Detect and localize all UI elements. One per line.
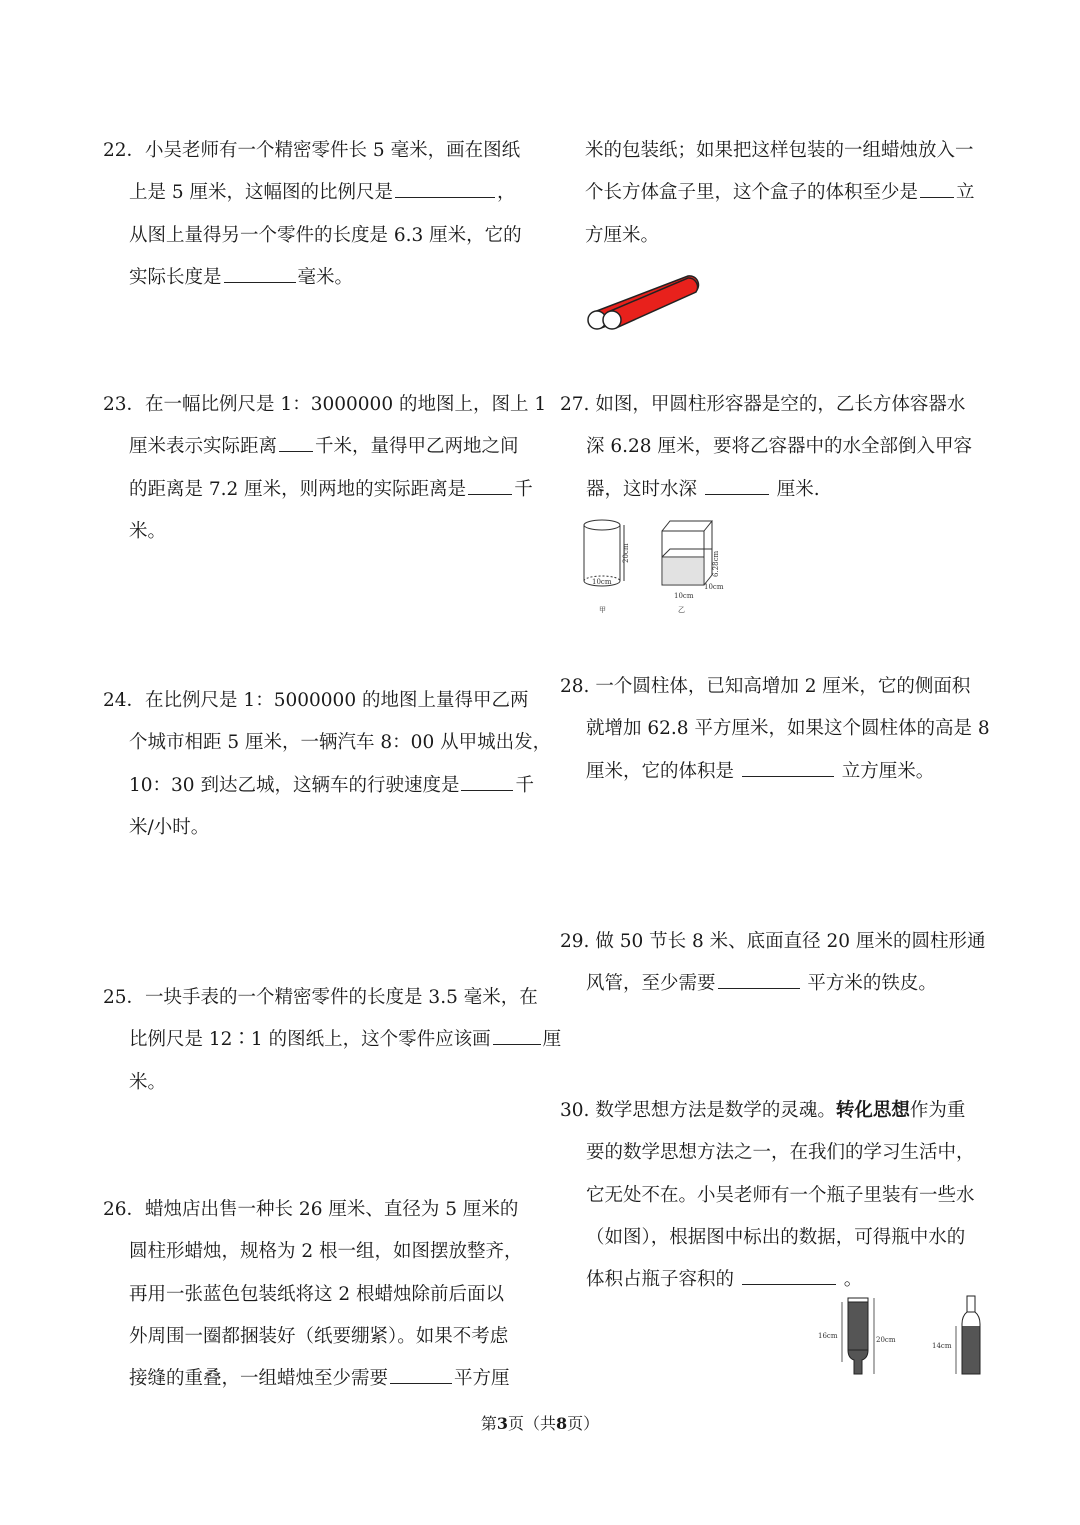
question-22: 22．小吴老师有一个精密零件长 5 毫米，画在图纸 上是 5 厘米，这幅图的比例尺是 ， 从图上量得另一个零件的长度是 6.3 厘米，它的 实际长度是 毫米。: [103, 140, 522, 288]
answer-blank[interactable]: [705, 470, 769, 495]
question-28: 28. 一个圆柱体，已知高增加 2 厘米，它的侧面积 就增加 62.8 平方厘米，如果这个圆柱体的高是 8 厘米，它的体积是 立方厘米。: [560, 676, 990, 782]
question-number: 26．: [103, 1199, 146, 1220]
answer-blank[interactable]: [742, 1260, 836, 1285]
answer-blank[interactable]: [224, 258, 296, 283]
containers-figure: [578, 515, 738, 615]
page-number: 3: [496, 1414, 508, 1433]
box-depth-label: 6.28cm: [712, 550, 720, 577]
box-name: 乙: [678, 606, 685, 614]
candles-figure: [580, 262, 710, 332]
bottle-inverted: [956, 1296, 980, 1374]
question-23: 23．在一幅比例尺是 1：3000000 的地图上，图上 1 厘米表示实际距离 千米，量得甲乙两地之间 的距离是 7.2 厘米，则两地的实际距离是 千 米。: [103, 394, 547, 542]
emphasis-text: 转化思想: [835, 1100, 910, 1121]
page-footer: 第3页（共8页）: [480, 1414, 600, 1433]
answer-blank[interactable]: [718, 964, 800, 989]
question-25: 25．一块手表的一个精密零件的长度是 3.5 毫米，在 比例尺是 12∶1 的图纸上，这个零件应该画 厘 米。: [103, 987, 562, 1093]
answer-blank[interactable]: [468, 470, 512, 495]
box-side-label: 10cm: [704, 583, 724, 591]
answer-blank[interactable]: [279, 427, 313, 452]
right-water-label: 14cm: [932, 1342, 952, 1350]
cylinder-diameter-label: 10cm: [592, 578, 612, 586]
left-water-label: 16cm: [818, 1332, 838, 1340]
question-26-continued: 米的包装纸；如果把这样包装的一组蜡烛放入一 个长方体盒子里，这个盒子的体积至少是 立 方厘米。: [585, 140, 975, 246]
question-30: 30. 数学思想方法是数学的灵魂。转化思想作为重 要的数学思想方法之一，在我们的学习生活中， 它无处不在。小吴老师有一个瓶子里装有一些水 （如图），根据图中标出的数据，可得瓶中水的 体积占瓶子容积的 。: [560, 1100, 975, 1291]
question-26: 26．蜡烛店出售一种长 26 厘米、直径为 5 厘米的 圆柱形蜡烛，规格为 2 根一组，如图摆放整齐， 再用一张蓝色包装纸将这 2 根蜡烛除前后面以 外周围一圈都捆装好（纸要绷紧）。如果不考虑 接缝的重叠，一组蜡烛至少需要 平方厘: [103, 1199, 523, 1390]
question-number: 28.: [560, 676, 590, 697]
answer-blank[interactable]: [390, 1359, 452, 1384]
cylinder-height-label: 20cm: [622, 543, 630, 563]
question-number: 22．: [103, 140, 146, 161]
question-24: 24．在比例尺是 1：5000000 的地图上量得甲乙两 个城市相距 5 厘米，一辆汽车 8：00 从甲城出发， 10：30 到达乙城，这辆车的行驶速度是 千 米/小时。: [103, 690, 552, 838]
left-total-label: 20cm: [876, 1336, 896, 1344]
answer-blank[interactable]: [742, 752, 834, 777]
question-number: 29.: [560, 931, 590, 952]
question-number: 23．: [103, 394, 146, 415]
answer-blank[interactable]: [493, 1020, 541, 1045]
question-number: 30.: [560, 1100, 590, 1121]
question-number: 27.: [560, 394, 590, 415]
box-bottom-label: 10cm: [674, 592, 694, 600]
answer-blank[interactable]: [395, 173, 495, 198]
bottle-upright: [842, 1298, 874, 1374]
cylinder-name: 甲: [599, 606, 606, 614]
box-container: [662, 521, 712, 585]
question-number: 25．: [103, 987, 146, 1008]
bottles-figure: [812, 1292, 992, 1384]
answer-blank[interactable]: [461, 766, 513, 791]
question-27: 27. 如图，甲圆柱形容器是空的，乙长方体容器水 深 6.28 厘米，要将乙容器中的水全部倒入甲容 器，这时水深 厘米.: [560, 394, 972, 500]
question-number: 24．: [103, 690, 146, 711]
question-29: 29. 做 50 节长 8 米、底面直径 20 厘米的圆柱形通 风管，至少需要 平方米的铁皮。: [560, 931, 986, 995]
answer-blank[interactable]: [920, 173, 954, 198]
page-total: 8: [556, 1414, 568, 1433]
cylinder-container: [584, 520, 624, 586]
